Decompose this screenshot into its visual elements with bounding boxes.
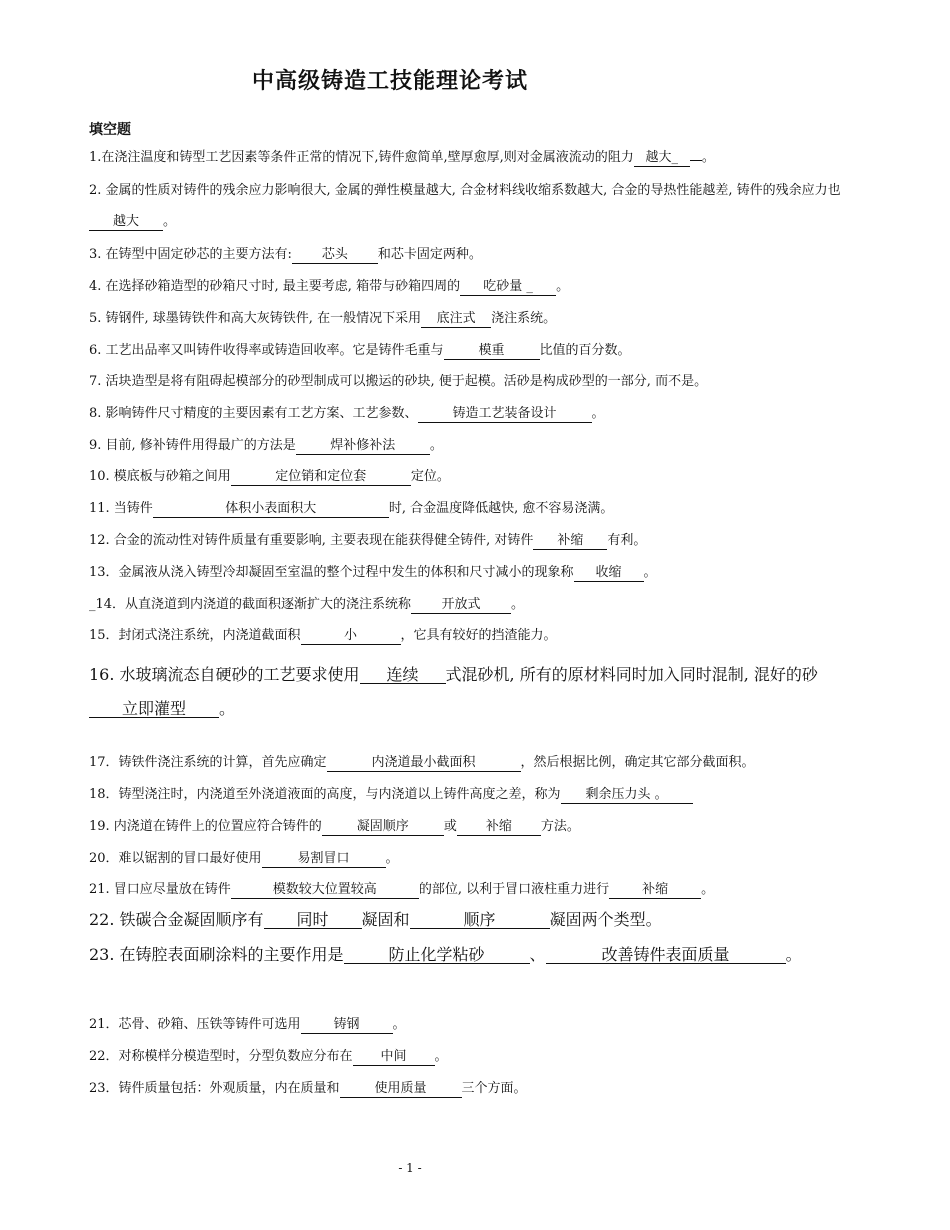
answer-10: 定位销和定位套 [231, 469, 411, 486]
question-2: 2. 金属的性质对铸件的残余应力影响很大, 金属的弹性模量越大, 合金材料线收缩系数越大, 合金的导热性能越差, 铸件的残余应力也越大 。 [89, 183, 841, 229]
question-3: 3. 在铸型中固定砂芯的主要方法有: 芯头 和芯卡固定两种。 [89, 247, 482, 262]
question-8: 8. 影响铸件尺寸精度的主要因素有工艺方案、工艺参数、 铸造工艺装备设计 。 [89, 406, 605, 421]
question-11: 11. 当铸件 体积小表面积大 时, 合金温度降低越快, 愈不容易浇满。 [89, 501, 614, 516]
answer-1: 越大_ [634, 150, 690, 167]
question-20: 20．难以锯割的冒口最好使用 易割冒口 。 [89, 851, 399, 866]
answer-19a: 凝固顺序 [322, 819, 444, 836]
answer-13: 收缩 [574, 565, 644, 582]
question-23: 23. 在铸腔表面刷涂料的主要作用是 防止化学粘砂 、 改善铸件表面质量 。 [89, 945, 802, 964]
question-6: 6. 工艺出品率又叫铸件收得率或铸造回收率。它是铸件毛重与 模重 比值的百分数。 [89, 343, 631, 358]
answer-12: 补缩 [533, 533, 607, 550]
answer-23c: 使用质量 [340, 1081, 462, 1098]
answer-22b: 顺序 [410, 912, 550, 929]
question-14: _14．从直浇道到内浇道的截面积逐渐扩大的浇注系统称 开放式 。 [89, 597, 525, 612]
question-23b: 23．铸件质量包括：外观质量，内在质量和 使用质量 三个方面。 [89, 1081, 527, 1096]
answer-21a: 模数较大位置较高 [231, 882, 419, 899]
question-7: 7. 活块造型是将有阻碍起模部分的砂型制成可以搬运的砂块, 便于起模。活砂是构成砂型的一部分, 而不是。 [89, 374, 708, 389]
answer-16b: 立即灌型 [89, 701, 219, 718]
answer-22c: 中间 [353, 1049, 435, 1066]
answer-5: 底注式 [421, 311, 491, 328]
answer-21c: 铸钢 [301, 1017, 393, 1034]
answer-17: 内浇道最小截面积 [327, 755, 521, 772]
question-9: 9. 目前, 修补铸件用得最广的方法是 焊补修补法 。 [89, 438, 443, 453]
question-5: 5. 铸钢件, 球墨铸铁件和高大灰铸铁件, 在一般情况下采用 底注式 浇注系统。 [89, 311, 557, 326]
answer-6: 模重 [444, 343, 540, 360]
question-15: 15．封闭式浇注系统，内浇道截面积 小 ，它具有较好的挡渣能力。 [89, 628, 557, 643]
answer-21b: 补缩 [609, 882, 701, 899]
question-10: 10. 模底板与砂箱之间用 定位销和定位套 定位。 [89, 469, 450, 484]
answer-2: 越大 [89, 214, 163, 231]
page-title: 中高级铸造工技能理论考试 [251, 69, 528, 94]
question-4: 4. 在选择砂箱造型的砂箱尺寸时, 最主要考虑, 箱带与砂箱四周的 吃砂量 _ 。 [89, 279, 570, 294]
page-number: - 1 - [398, 1161, 422, 1175]
answer-18: 剩余压力头 。 [561, 787, 693, 804]
section-heading: 填空题 [89, 122, 131, 138]
answer-3: 芯头 [292, 247, 378, 264]
answer-23a: 防止化学粘砂 [344, 947, 530, 964]
question-13: 13．金属液从浇入铸型冷却凝固至室温的整个过程中发生的体积和尺寸减小的现象称 收缩 。 [89, 565, 657, 580]
question-21b: 21．芯骨、砂箱、压铁等铸件可选用 铸钢 。 [89, 1017, 406, 1032]
question-12: 12. 合金的流动性对铸件质量有重要影响, 主要表现在能获得健全铸件, 对铸件 补缩 有利。 [89, 533, 647, 548]
question-21: 21. 冒口应尽量放在铸件 模数较大位置较高 的部位, 以利于冒口液柱重力进行 补缩 。 [89, 882, 715, 897]
question-22b: 22．对称模样分模造型时，分型负数应分布在 中间 。 [89, 1049, 448, 1064]
answer-16a: 连续 [360, 667, 446, 684]
answer-14: 开放式 [411, 597, 511, 614]
question-22: 22. 铁碳合金凝固顺序有 同时 凝固和 顺序 凝固两个类型。 [89, 910, 662, 929]
answer-19b: 补缩 [457, 819, 541, 836]
answer-11: 体积小表面积大 [153, 501, 389, 518]
answer-8: 铸造工艺装备设计 [418, 406, 592, 423]
answer-15: 小 [301, 628, 401, 645]
answer-23b: 改善铸件表面质量 [546, 947, 786, 964]
answer-22a: 同时 [264, 912, 362, 929]
question-1: 1.在浇注温度和铸型工艺因素等条件正常的情况下,铸件愈简单,壁厚愈厚,则对金属液流动的阻力 越大_ 。 [89, 150, 715, 165]
answer-20: 易割冒口 [262, 851, 386, 868]
answer-4: 吃砂量 _ [460, 279, 556, 296]
question-19: 19. 内浇道在铸件上的位置应符合铸件的 凝固顺序 或 补缩 方法。 [89, 819, 580, 834]
answer-9: 焊补修补法 [296, 438, 430, 455]
question-18: 18．铸型浇注时，内浇道至外浇道液面的高度，与内浇道以上铸件高度之差，称为 剩余压力头 。 [89, 786, 693, 804]
question-16: 16. 水玻璃流态自硬砂的工艺要求使用 连续 式混砂机, 所有的原材料同时加入同时混制, 混好的砂立即灌型 。 [89, 665, 818, 718]
question-17: 17．铸铁件浇注系统的计算，首先应确定 内浇道最小截面积 ，然后根据比例，确定其它部分截面积。 [89, 755, 755, 770]
